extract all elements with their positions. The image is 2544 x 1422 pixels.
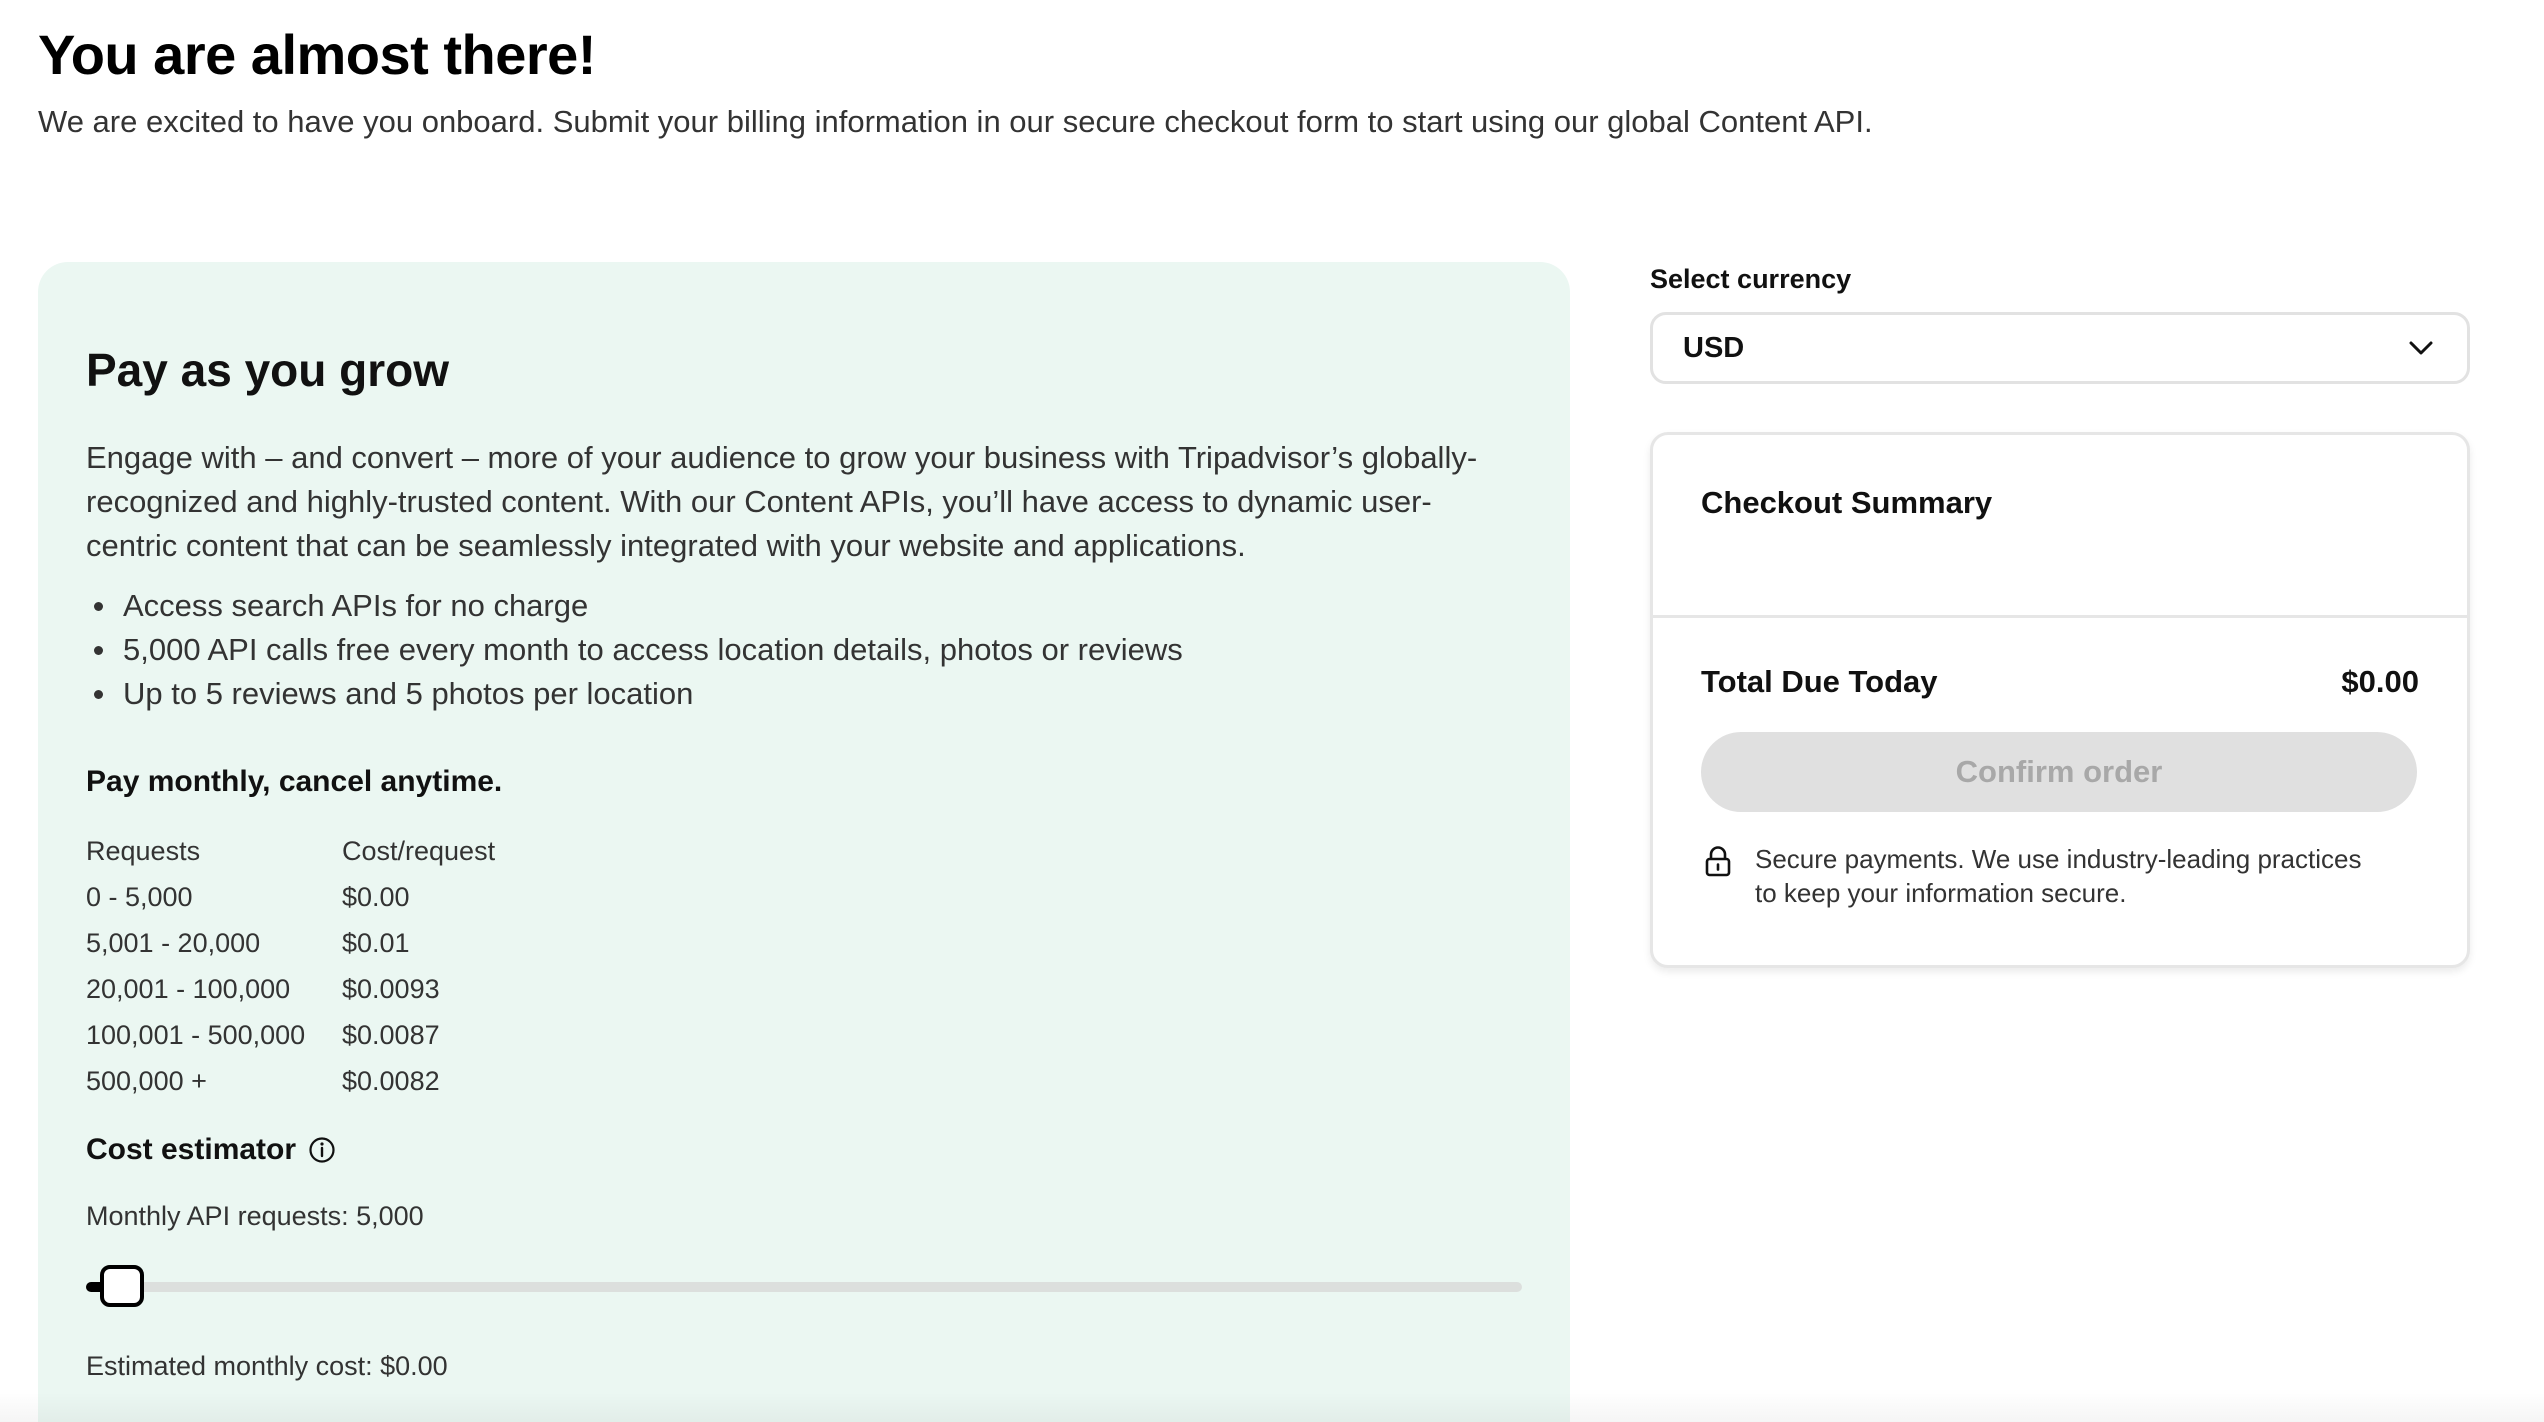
currency-selected-value: USD: [1683, 331, 1745, 364]
checkout-sidebar: [1650, 262, 2470, 968]
bullet-icon: [94, 646, 103, 655]
pricing-table: [86, 828, 495, 1104]
feature-text: 5,000 API calls free every month to access location details, photos or reviews: [123, 632, 1183, 667]
column-header-cost: Cost/request: [342, 836, 496, 866]
estimated-cost-readout: Estimated monthly cost: $0.00: [86, 1351, 448, 1381]
plan-card: [38, 262, 1570, 1422]
total-due-value: $0.00: [2341, 664, 2419, 699]
total-due-label: Total Due Today: [1701, 664, 1938, 699]
checkout-summary-card: [1650, 432, 2470, 968]
table-cell-requests: 500,000 +: [86, 1066, 207, 1096]
total-row: [1701, 662, 2419, 702]
feature-text: Up to 5 reviews and 5 photos per location: [123, 676, 694, 711]
summary-body: [1653, 618, 2467, 910]
currency-label: Select currency: [1650, 264, 1852, 294]
secure-payments-text: Secure payments. We use industry-leading practices to keep your information secure.: [1755, 844, 2362, 908]
slider-handle[interactable]: [100, 1265, 144, 1307]
page-header: [38, 22, 1873, 142]
table-header-row: [86, 828, 495, 874]
table-cell-cost: $0.0087: [342, 1020, 440, 1050]
info-icon[interactable]: [308, 1136, 336, 1164]
summary-header: [1653, 435, 2467, 618]
feature-item: [86, 584, 1522, 628]
pay-monthly-heading: Pay monthly, cancel anytime.: [86, 765, 503, 798]
feature-text: Access search APIs for no charge: [123, 588, 589, 623]
confirm-order-button[interactable]: Confirm order: [1701, 732, 2417, 812]
bullet-icon: [94, 690, 103, 699]
plan-title: Pay as you grow: [86, 344, 450, 396]
table-row: [86, 874, 495, 920]
table-cell-cost: $0.00: [342, 882, 410, 912]
table-cell-cost: $0.01: [342, 928, 410, 958]
monthly-requests-readout: Monthly API requests: 5,000: [86, 1201, 424, 1231]
lock-icon: [1701, 844, 1735, 878]
page-subtitle: We are excited to have you onboard. Submit your billing information in our secure checkout form to start using our global Content API.: [38, 104, 1873, 139]
table-cell-requests: 0 - 5,000: [86, 882, 193, 912]
currency-select[interactable]: [1650, 312, 2470, 384]
cost-estimator-label: Cost estimator: [86, 1133, 297, 1166]
plan-description: Engage with – and convert – more of your audience to grow your business with Tripadvisor’s globally-recognized and highly-trusted content. With our Content APIs, you’ll have access to dynamic user-centric content that can be seamlessly integrated with your website and applications.: [86, 440, 1478, 563]
secure-payments-note: [1701, 842, 2419, 910]
table-cell-requests: 20,001 - 100,000: [86, 974, 291, 1004]
cost-estimator-heading: [86, 1130, 1522, 1170]
feature-item: [86, 672, 1522, 716]
bullet-icon: [94, 602, 103, 611]
column-header-requests: Requests: [86, 836, 201, 866]
requests-slider[interactable]: [86, 1264, 1522, 1308]
chevron-down-icon: [2405, 332, 2437, 364]
table-cell-cost: $0.0082: [342, 1066, 440, 1096]
table-cell-requests: 5,001 - 20,000: [86, 928, 261, 958]
feature-item: [86, 628, 1522, 672]
table-row: [86, 1012, 495, 1058]
feature-list: [86, 584, 1522, 716]
table-row: [86, 966, 495, 1012]
table-cell-cost: $0.0093: [342, 974, 440, 1004]
page-title: You are almost there!: [38, 23, 596, 86]
checkout-summary-title: Checkout Summary: [1701, 485, 1993, 520]
slider-track[interactable]: [86, 1282, 1522, 1292]
table-row: [86, 920, 495, 966]
table-row: [86, 1058, 495, 1104]
table-cell-requests: 100,001 - 500,000: [86, 1020, 306, 1050]
